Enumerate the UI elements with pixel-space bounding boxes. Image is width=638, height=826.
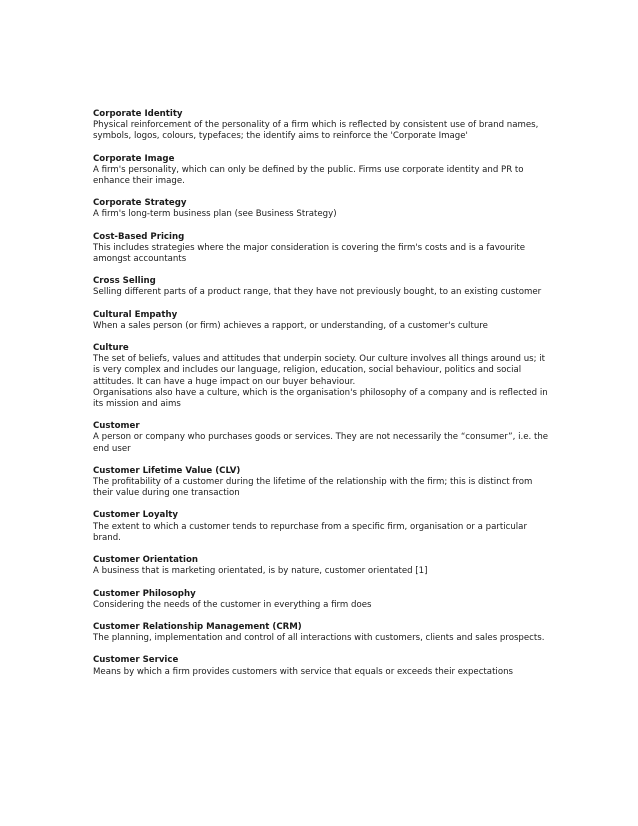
term-heading: Culture — [93, 343, 129, 354]
term-definition: A firm's personality, which can only be defined by the public. Firms use corporate identity and PR to enhance their image. — [93, 164, 524, 187]
term-heading: Customer Lifetime Value (CLV) — [93, 465, 241, 476]
glossary-page — [93, 109, 551, 689]
glossary-entry — [93, 232, 551, 266]
term-heading: Corporate Image — [93, 153, 175, 164]
term-definition: A firm's long-term business plan (see Business Strategy) — [93, 209, 337, 220]
term-heading: Customer Philosophy — [93, 588, 196, 599]
term-heading: Customer Loyalty — [93, 510, 179, 521]
glossary-entry — [93, 655, 551, 677]
term-definition: Organisations also have a culture, which is the organisation's philosophy of a company and is reflected in its mission and aims — [93, 387, 548, 410]
glossary-entry — [93, 421, 551, 455]
glossary-entry — [93, 109, 551, 143]
glossary-entry — [93, 510, 551, 544]
glossary-entry — [93, 343, 551, 410]
glossary-entry — [93, 154, 551, 188]
glossary-entry — [93, 466, 551, 500]
term-definition: A person or company who purchases goods or services. They are not necessarily the “consumer”, i.e. the end user — [93, 432, 549, 454]
term-definition: This includes strategies where the major consideration is covering the firm's costs and is a favourite amongst accountants — [93, 242, 526, 265]
term-definition: The planning, implementation and control of all interactions with customers, clients and sales prospects. — [93, 633, 545, 644]
term-definition: Considering the needs of the customer in everything a firm does — [93, 599, 372, 610]
glossary-entry — [93, 589, 551, 611]
term-definition: Means by which a firm provides customers with service that equals or exceeds their expectations — [93, 666, 514, 677]
term-definition: The extent to which a customer tends to repurchase from a specific firm, organisation or a particular brand. — [93, 521, 527, 543]
glossary-entry — [93, 622, 551, 644]
term-heading: Customer Orientation — [93, 555, 198, 566]
term-definition: Physical reinforcement of the personality of a firm which is reflected by consistent use of brand names, symbols, logos, colours, typefaces; the identify aims to reinforce the 'Corporate Image' — [93, 120, 539, 142]
term-heading: Corporate Identity — [93, 109, 183, 119]
glossary-entry — [93, 198, 551, 220]
term-heading: Cost-Based Pricing — [93, 231, 185, 242]
term-heading: Cultural Empathy — [93, 309, 178, 320]
term-definition: Selling different parts of a product range, that they have not previously bought, to an existing customer — [93, 287, 542, 298]
term-heading: Corporate Strategy — [93, 198, 187, 209]
term-heading: Customer — [93, 421, 140, 432]
term-heading: Customer Relationship Management (CRM) — [93, 621, 302, 632]
term-definition: The set of beliefs, values and attitudes that underpin society. Our culture involves all things around us; it is very complex and includes our language, religion, education, social behaviour, politics and social attitudes. It can have a huge impact on our buyer behaviour. — [93, 354, 546, 387]
term-definition: When a sales person (or firm) achieves a rapport, or understanding, of a customer's culture — [93, 320, 488, 331]
glossary-entry — [93, 555, 551, 577]
glossary-entry — [93, 276, 551, 298]
term-heading: Cross Selling — [93, 276, 156, 287]
term-definition: A business that is marketing orientated, is by nature, customer orientated [1] — [93, 566, 428, 577]
term-definition: The profitability of a customer during the lifetime of the relationship with the firm; this is distinct from their value during one transaction — [93, 477, 533, 499]
term-heading: Customer Service — [93, 655, 179, 666]
glossary-entry — [93, 310, 551, 332]
